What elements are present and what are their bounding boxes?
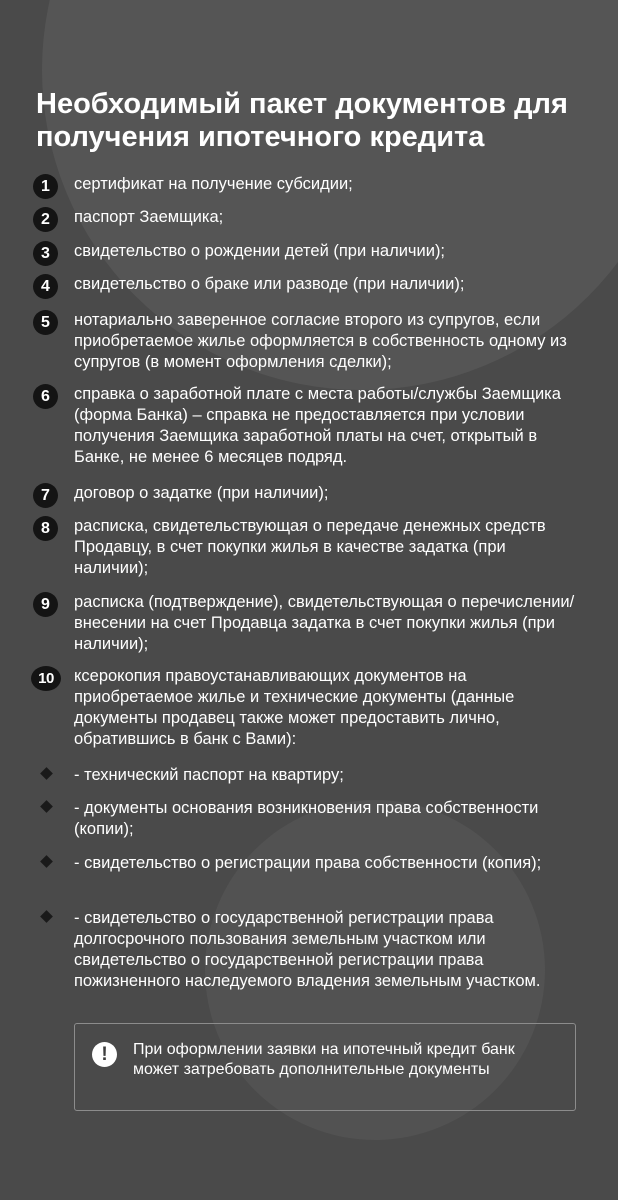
item-number-badge: 6 [33,384,58,409]
diamond-bullet-icon [40,910,53,923]
item-number-badge: 3 [33,241,58,266]
item-text: свидетельство о рождении детей (при наличии); [74,242,446,260]
item-number-badge: 8 [33,516,58,541]
item-text: расписка (подтверждение), свидетельствующая о перечислении/внесении на счет Продавца задатка в счет покупки жилья (при наличии); [74,593,575,653]
sub-item-text: - свидетельство о государственной регистрации права долгосрочного пользования земельным участком или свидетельство о государственной регистрации права пожизненного наследуемого владения земельным участком. [74,909,541,990]
item-number-badge: 1 [33,174,58,199]
diamond-bullet-icon [40,767,53,780]
info-notice [74,1023,576,1111]
item-text: договор о задатке (при наличии); [74,484,329,502]
item-text: справка о заработной плате с места работы/службы Заемщика (форма Банка) – справка не предоставляется при условии получения Заемщика заработной платы на счет, открытый в Банке, не менее 6 месяцев подряд. [74,385,561,466]
item-number-badge: 2 [33,207,58,232]
item-number-badge: 4 [33,274,58,299]
exclamation-icon: ! [92,1042,117,1067]
item-number-badge: 9 [33,592,58,617]
item-text: паспорт Заемщика; [74,208,224,226]
sub-item-text: - документы основания возникновения права собственности (копии); [74,799,539,838]
item-text: сертификат на получение субсидии; [74,175,353,193]
sub-item-text: - свидетельство о регистрации права собственности (копия); [74,854,542,872]
sub-item-text: - технический паспорт на квартиру; [74,766,344,784]
notice-text: При оформлении заявки на ипотечный кредит банк может затребовать дополнительные документы [133,1041,515,1078]
item-text: нотариально заверенное согласие второго из супругов, если приобретаемое жилье оформляется в собственность одному из супругов (в момент оформления сделки); [74,311,567,371]
item-number-badge: 7 [33,483,58,508]
item-text: ксерокопия правоустанавливающих документов на приобретаемое жилье и технические документы (данные документы продавец также может предоставить лично, обратившись в банк с Вами): [74,667,515,748]
page-title: Необходимый пакет документов для получения ипотечного кредита [36,88,568,153]
item-text: расписка, свидетельствующая о передаче денежных средств Продавцу, в счет покупки жилья в качестве задатка (при наличии); [74,517,546,577]
item-number-badge: 10 [31,666,61,691]
item-text: свидетельство о браке или разводе (при наличии); [74,275,465,293]
diamond-bullet-icon [40,800,53,813]
item-number-badge: 5 [33,310,58,335]
diamond-bullet-icon [40,855,53,868]
